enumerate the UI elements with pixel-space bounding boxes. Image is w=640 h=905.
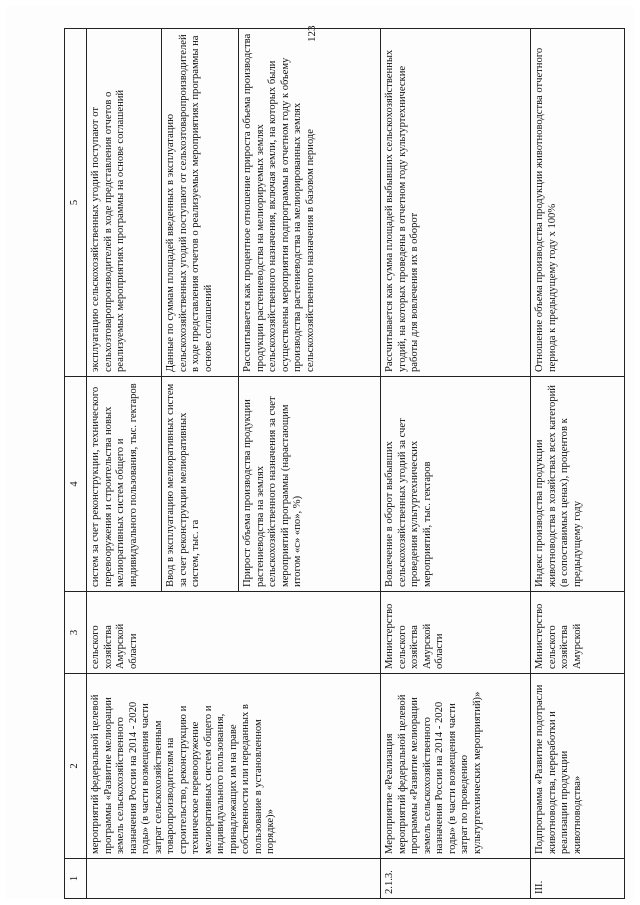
indicator-cell: Прирост объема производства продукции растениеводства на землях сельскохозяйственного назначения за счет мероприятий программы (нарастающим итогом «с» «по», %) bbox=[239, 377, 381, 592]
program-table bbox=[64, 28, 625, 899]
method-cell: Рассчитывается как процентное отношение прироста объема производства продукции растениеводства на мелиорируемых землях сельскохозяйственного назначения, включая земли, на которых были осуществлены мероприятия подпрограммы в отчетном году к объему производства растениеводства на мелиорированных землях сельскохозяйственного назначения в базовом периоде bbox=[239, 29, 381, 377]
row-number-cell bbox=[87, 859, 381, 899]
agency-cell: Министерство сельского хозяйства Амурской области bbox=[381, 592, 531, 674]
indicator-cell: Ввод в эксплуатацию мелиоративных систем за счет реконструкции мелиоративных систем, тыс. га bbox=[162, 377, 239, 592]
indicator-cell: Вовлечение в оборот выбывших сельскохозяйственных угодий за счет проведения культуртехнических мероприятий, тыс. гектаров bbox=[381, 377, 531, 592]
table-row bbox=[381, 29, 531, 899]
agency-cell: сельского хозяйства Амурской области bbox=[87, 592, 381, 674]
method-cell: эксплуатацию сельскохозяйственных угодий поступают от сельхозтоваропроизводителей в ходе представления отчетов о реализуемых мероприятиях программы на основе соглашений bbox=[87, 29, 162, 377]
method-cell: Данные по суммам площадей введенных в эксплуатацию сельскохозяйственных угодий поступают от сельхозтоваропроизводителей в ходе представления отчетов о реализуемых мероприятиях программы на основе соглашений bbox=[162, 29, 239, 377]
row-number-cell: III. bbox=[531, 859, 625, 899]
measure-name-cell: Мероприятие «Реализация мероприятий федеральной целевой программы «Развитие мелиорации земель сельскохозяйственного назначения России на 2014 - 2020 годы» (в части возмещения части затрат по проведению культуртехнических мероприятий)» bbox=[381, 674, 531, 859]
rotated-table-area bbox=[64, 29, 624, 899]
header-cell: 4 bbox=[65, 377, 87, 592]
page-number: 123 bbox=[306, 25, 318, 43]
header-cell: 1 bbox=[65, 859, 87, 899]
indicator-cell: систем за счет реконструкции, технического перевооружения и строительства новых мелиоративных систем общего и индивидуального пользования, тыс. гектаров bbox=[87, 377, 162, 592]
header-cell: 3 bbox=[65, 592, 87, 674]
agency-cell: Министерство сельского хозяйства Амурской bbox=[531, 592, 625, 674]
row-number-cell: 2.1.3. bbox=[381, 859, 531, 899]
method-cell: Рассчитывается как сумма площадей выбывших сельскохозяйственных угодий, на которых проведены в отчетном году культуртехнические работы для вовлечения их в оборот bbox=[381, 29, 531, 377]
header-row bbox=[65, 29, 87, 899]
table-row bbox=[531, 29, 625, 899]
header-cell: 2 bbox=[65, 674, 87, 859]
measure-name-cell: мероприятий федеральной целевой программы «Развитие мелиорации земель сельскохозяйственного назначения России на 2014 - 2020 годы» (в части возмещения части затрат сельскохозяйственным товаропроизводителям на строительство, реконструкцию и техническое перевооружение мелиоративных систем общего и индивидуального пользования, принадлежащих им на праве собственности или переданных в пользование в установленном порядке)» bbox=[87, 674, 381, 859]
scanned-page bbox=[6, 6, 634, 899]
header-cell: 5 bbox=[65, 29, 87, 377]
table-row bbox=[87, 29, 162, 899]
method-cell: Отношение объема производства продукции животноводства отчетного периода к предыдущему году х 100% bbox=[531, 29, 625, 377]
measure-name-cell: Подпрограмма «Развитие подотрасли животноводства, переработки и реализации продукции животноводства» bbox=[531, 674, 625, 859]
indicator-cell: Индекс производства продукции животноводства в хозяйствах всех категорий (в сопоставимых ценах), процентов к предыдущему году bbox=[531, 377, 625, 592]
